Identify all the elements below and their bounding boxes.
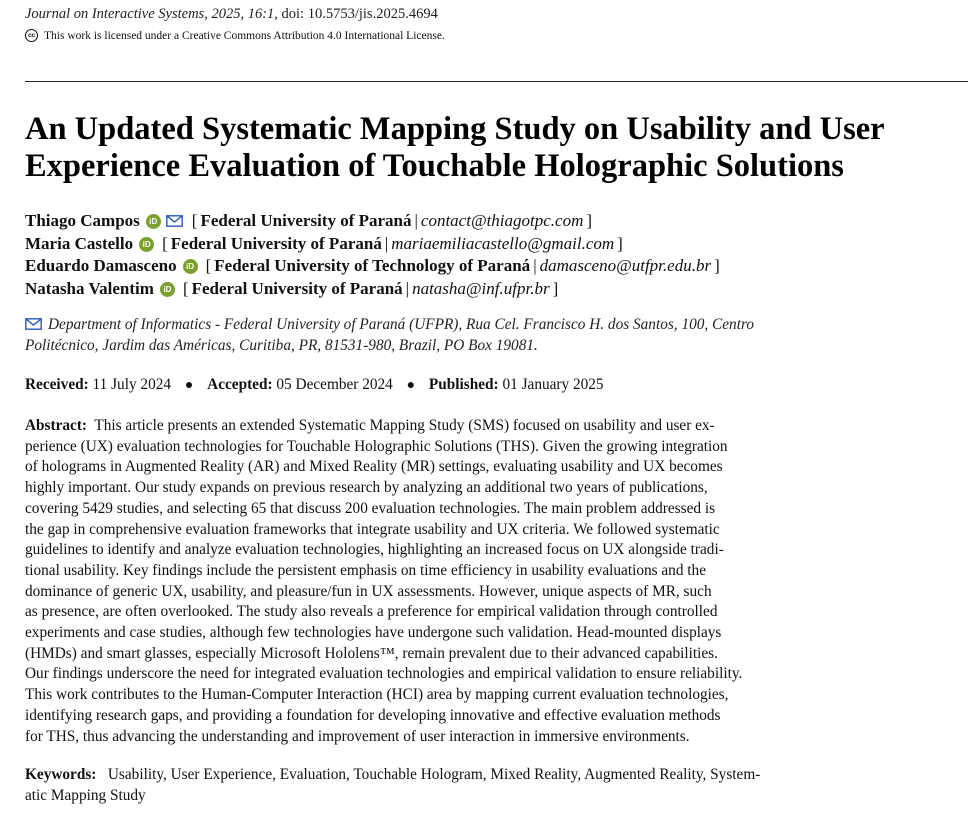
keywords-label: Keywords: bbox=[25, 766, 97, 783]
abstract-line: of holograms in Augmented Reality (AR) and Mixed Reality (MR) settings, evaluating usability and UX becomes bbox=[25, 458, 723, 476]
author-affiliation: Federal University of Paraná bbox=[170, 233, 382, 253]
orcid-icon[interactable]: iD bbox=[146, 214, 161, 229]
received-label: Received: bbox=[25, 376, 89, 393]
keywords-line: atic Mapping Study bbox=[25, 787, 146, 804]
title-line: Experience Evaluation of Touchable Holographic Solutions bbox=[25, 148, 844, 184]
author-name: Eduardo Damasceno bbox=[25, 256, 177, 276]
author-row: Maria Castello iD [ Federal University of Paraná | mariaemiliacastello@gmail.com ] bbox=[25, 233, 723, 256]
abstract-line: (HMDs) and smart glasses, especially Microsoft Hololens™, remain prevalent due to their advanced capabilities. bbox=[25, 644, 718, 662]
author-row: Natasha Valentim iD [ Federal University of Paraná | natasha@inf.ufpr.br ] bbox=[25, 278, 723, 301]
journal-citation bbox=[25, 6, 438, 23]
mail-icon[interactable] bbox=[166, 215, 183, 227]
keywords bbox=[25, 764, 760, 806]
author-list bbox=[25, 210, 723, 301]
abstract-line: perience (UX) evaluation technologies for Touchable Holographic Solutions (THS). Given the growing integration bbox=[25, 437, 728, 455]
author-affiliation: Federal University of Paraná bbox=[191, 279, 403, 299]
abstract-line: Abstract: This article presents an extended Systematic Mapping Study (SMS) focused on usability and user ex- bbox=[25, 417, 715, 434]
address-text: Department of Informatics - Federal University of Paraná (UFPR), Rua Cel. Francisco H. dos Santos, 100, Centro bbox=[48, 316, 754, 333]
abstract-line: experiments and case studies, although few technologies have undergone such validation. Head-mounted displays bbox=[25, 624, 722, 642]
publication-dates: Received: 11 July 2024 ● Accepted: 05 December 2024 ● Published: 01 January 2025 bbox=[25, 376, 604, 393]
abstract-line: guidelines to identify and analyze evaluation technologies, highlighting an increased focus on UX alongside tradi- bbox=[25, 541, 724, 559]
author-row: Thiago Campos iD [ Federal University of Paraná | contact@thiagotpc.com ] bbox=[25, 210, 723, 233]
abstract bbox=[25, 416, 815, 747]
author-email[interactable]: damasceno@utfpr.edu.br bbox=[539, 256, 712, 276]
keywords-line: Keywords: Usability, User Experience, Evaluation, Touchable Hologram, Mixed Reality, Augmented Reality, System- bbox=[25, 766, 761, 783]
license-line bbox=[25, 29, 445, 42]
published-date: 01 January 2025 bbox=[502, 376, 604, 393]
abstract-line: dominance of generic UX, usability, and pleasure/fun in UX assessments. However, unique aspects of MR, such bbox=[25, 582, 712, 600]
author-affiliation: Federal University of Paraná bbox=[200, 211, 412, 230]
author-name: Natasha Valentim bbox=[25, 279, 154, 299]
address-line bbox=[25, 314, 875, 335]
orcid-icon[interactable]: iD bbox=[160, 282, 175, 297]
abstract-line: Our findings underscore the need for integrated evaluation technologies and empirical validation to ensure reliability. bbox=[25, 665, 743, 683]
author-name: Maria Castello bbox=[25, 233, 134, 253]
corresponding-address bbox=[25, 314, 875, 356]
address-line: Politécnico, Jardim das Américas, Curitiba, PR, 81531-980, Brazil, PO Box 19081. bbox=[25, 337, 538, 354]
author-email[interactable]: natasha@inf.ufpr.br bbox=[412, 279, 550, 299]
abstract-line: This work contributes to the Human-Computer Interaction (HCI) area by mapping current evaluation technologies, bbox=[25, 686, 729, 704]
header-divider bbox=[25, 81, 968, 82]
published-label: Published: bbox=[428, 376, 499, 393]
author-email[interactable]: contact@thiagotpc.com bbox=[420, 211, 584, 230]
abstract-line: covering 5429 studies, and selecting 65 that discuss 200 evaluation technologies. The main problem addressed is bbox=[25, 499, 716, 517]
abstract-line: highly important. Our study expands on previous research by analyzing an additional two years of publications, bbox=[25, 479, 708, 497]
cc-icon: cc bbox=[25, 29, 38, 42]
author-row: Eduardo Damasceno iD [ Federal University of Technology of Paraná | damasceno@utfpr.edu.br ] bbox=[25, 255, 723, 278]
title-line: An Updated Systematic Mapping Study on Usability and User bbox=[25, 111, 885, 147]
doi-link[interactable]: doi: 10.5753/jis.2025.4694 bbox=[281, 6, 438, 22]
abstract-line: tional usability. Key findings include the persistent emphasis on time efficiency in usability evaluations and the bbox=[25, 561, 706, 579]
paper-title bbox=[25, 111, 955, 185]
accepted-date: 05 December 2024 bbox=[276, 376, 393, 393]
journal-name: Journal on Interactive Systems, 2025, 16:1, bbox=[25, 6, 278, 22]
author-email[interactable]: mariaemiliacastello@gmail.com bbox=[391, 233, 615, 253]
received-date: 11 July 2024 bbox=[92, 376, 172, 393]
license-text[interactable]: This work is licensed under a Creative Commons Attribution 4.0 International License. bbox=[44, 29, 445, 42]
author-name: Thiago Campos bbox=[25, 211, 140, 230]
orcid-icon[interactable]: iD bbox=[139, 237, 154, 252]
author-affiliation: Federal University of Technology of Paraná bbox=[214, 256, 531, 276]
abstract-label: Abstract: bbox=[25, 417, 88, 434]
abstract-line: for THS, thus advancing the understanding and improvement of user interaction in immersive environments. bbox=[25, 727, 690, 745]
abstract-line: identifying research gaps, and providing a foundation for developing innovative and effective evaluation methods bbox=[25, 706, 721, 724]
abstract-line: as presence, are often overlooked. The study also reveals a preference for empirical validation through controlled bbox=[25, 603, 718, 621]
abstract-line: the gap in comprehensive evaluation frameworks that integrate usability and UX criteria. We followed systematic bbox=[25, 520, 720, 538]
accepted-label: Accepted: bbox=[207, 376, 273, 393]
mail-icon bbox=[25, 318, 42, 330]
orcid-icon[interactable]: iD bbox=[183, 259, 198, 274]
